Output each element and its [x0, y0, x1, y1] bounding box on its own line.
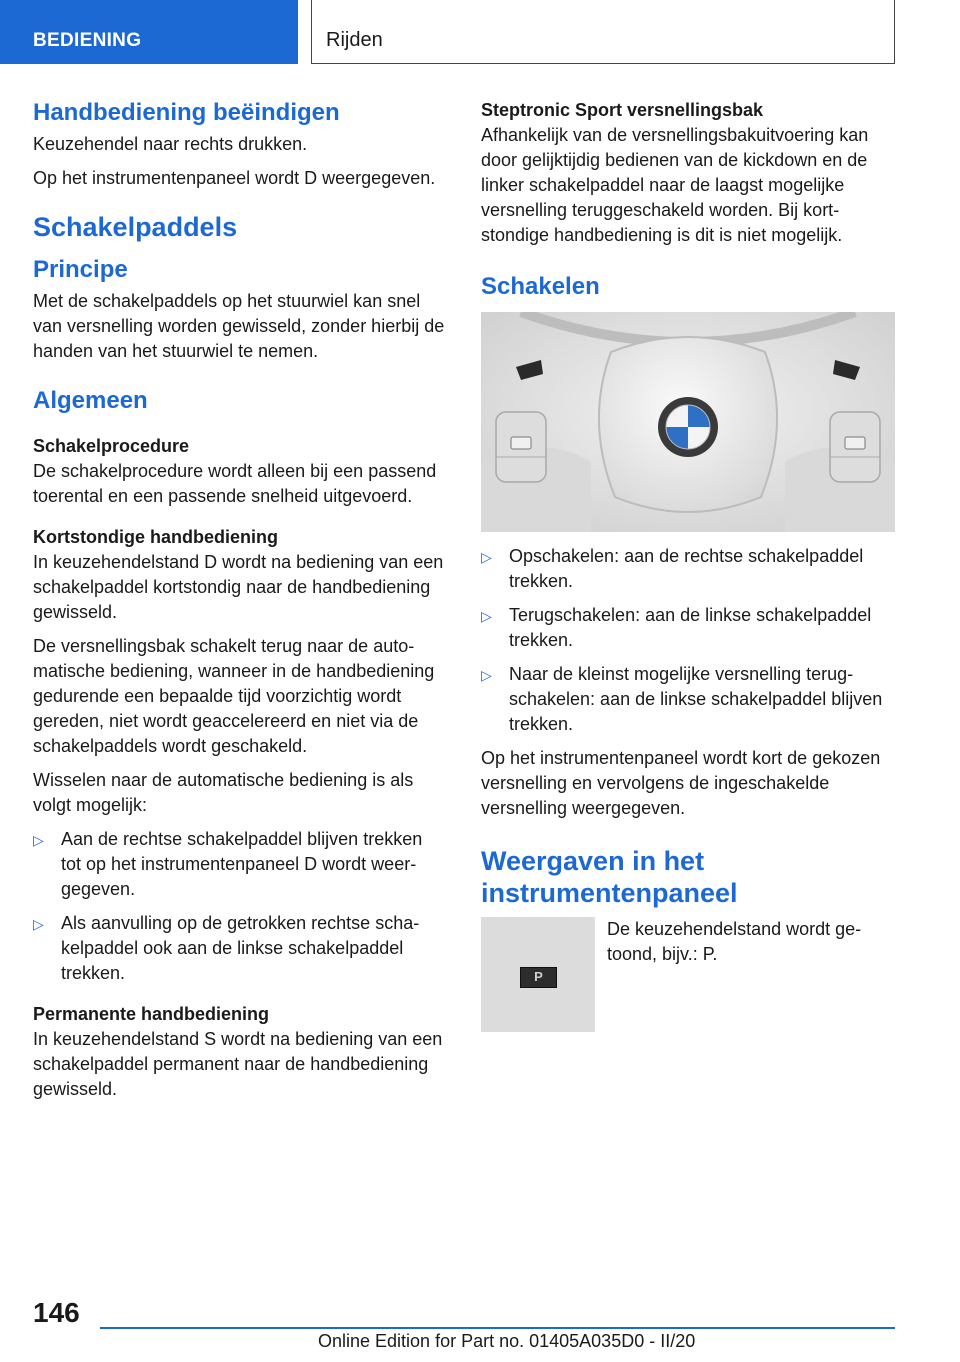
triangle-right-outline-icon: ▷ — [481, 667, 492, 683]
section-tab — [0, 0, 298, 64]
list-item — [481, 544, 895, 594]
paragraph: In keuzehendelstand S wordt na bediening van een schakelpaddel permanent naar de handbediening gewisseld. — [33, 1029, 443, 1099]
list-item — [481, 603, 895, 653]
heading-weergaven-instrumentenpaneel: Weergaven in het instrumentenpaneel — [481, 846, 738, 908]
heading-permanente-handbediening: Permanente handbediening — [33, 1004, 270, 1024]
left-column — [33, 98, 447, 1111]
gear-indicator — [520, 967, 557, 988]
heading-schakelen: Schakelen — [481, 273, 600, 300]
paragraph: In keuzehendelstand D wordt na bediening van een schakelpaddel kortstondig naar de handbediening gewisseld. — [33, 552, 444, 622]
triangle-right-outline-icon: ▷ — [33, 832, 44, 848]
paragraph: De keuzehendelstand wordt getoond, bijv.: P. — [607, 919, 862, 964]
list-item-text: Als aanvulling op de getrokken rechtse schakelpaddel ook aan de linkse schakelpaddel trekken. — [61, 913, 420, 983]
page-number: 146 — [33, 1297, 80, 1328]
footer-divider — [100, 1327, 895, 1329]
list-item-text: Aan de rechtse schakelpaddel blijven trekken tot op het instrumentenpaneel D wordt weergegeven. — [61, 829, 423, 899]
gear-indicator-label: P — [534, 969, 543, 984]
paragraph: Met de schakelpaddels op het stuurwiel kan snel van versnelling worden gewisseld, zonder hierbij de handen van het stuurwiel te nemen. — [33, 291, 445, 361]
heading-handbediening-beeindigen: Handbediening beëindigen — [33, 99, 340, 126]
paragraph: De versnellingsbak schakelt terug naar de automatische bediening, wanneer in de handbediening gedurende een bepaalde tijd voorzichtig wordt gereden, niet wordt geaccelereerd en niet via de schakelpaddels wordt geschakeld. — [33, 636, 435, 756]
paragraph: De schakelprocedure wordt alleen bij een passend toerental en een passende snelheid uitgevoerd. — [33, 461, 437, 506]
edition-note: Online Edition for Part no. 01405A035D0 - II/20 — [318, 1331, 696, 1351]
heading-kortstondige-handbediening: Kortstondige handbediening — [33, 527, 278, 547]
triangle-right-outline-icon: ▷ — [33, 916, 44, 932]
chapter-title: Rijden — [326, 29, 383, 51]
list-item — [481, 662, 895, 737]
display-example — [481, 917, 895, 1035]
paragraph: Op het instrumentenpaneel wordt kort de gekozen versnelling en vervolgens de ingeschakelde versnelling weergegeven. — [481, 748, 881, 818]
list-item — [33, 911, 447, 986]
list-item-text: Naar de kleinst mogelijke versnelling terugschakelen: aan de linkse schakelpaddel blijven trekken. — [509, 664, 883, 734]
paragraph: Wisselen naar de automatische bediening is als volgt mogelijk: — [33, 770, 414, 815]
paragraph: Afhankelijk van de versnellingsbakuitvoering kan door gelijktijdig bedienen van de kickdown en de linker schakelpaddel naar de laagst mogelijke versnelling teruggeschakeld worden. Bij kortstondige handbediening is dit is niet mogelijk. — [481, 125, 869, 245]
heading-principe: Principe — [33, 256, 128, 283]
chapter-header — [311, 0, 895, 64]
steering-wheel-image — [481, 312, 895, 532]
paragraph: Op het instrumentenpaneel wordt D weergegeven. — [33, 168, 436, 188]
heading-schakelpaddels: Schakelpaddels — [33, 212, 238, 242]
heading-schakelprocedure: Schakelprocedure — [33, 436, 190, 456]
instrument-display-image — [481, 917, 595, 1032]
heading-steptronic: Steptronic Sport versnellingsbak — [481, 100, 764, 120]
display-description — [607, 917, 897, 976]
list-item — [33, 827, 447, 902]
triangle-right-outline-icon: ▷ — [481, 608, 492, 624]
list-item-text: Terugschakelen: aan de linkse schakelpaddel trekken. — [509, 605, 872, 650]
steering-wheel-illustration — [481, 312, 895, 532]
paragraph: Keuzehendel naar rechts drukken. — [33, 134, 308, 154]
list-item-text: Opschakelen: aan de rechtse schakelpaddel trekken. — [509, 546, 864, 591]
triangle-right-outline-icon: ▷ — [481, 549, 492, 565]
heading-algemeen: Algemeen — [33, 387, 148, 414]
right-column — [481, 98, 895, 1035]
section-tab-label: BEDIENING — [33, 30, 142, 51]
